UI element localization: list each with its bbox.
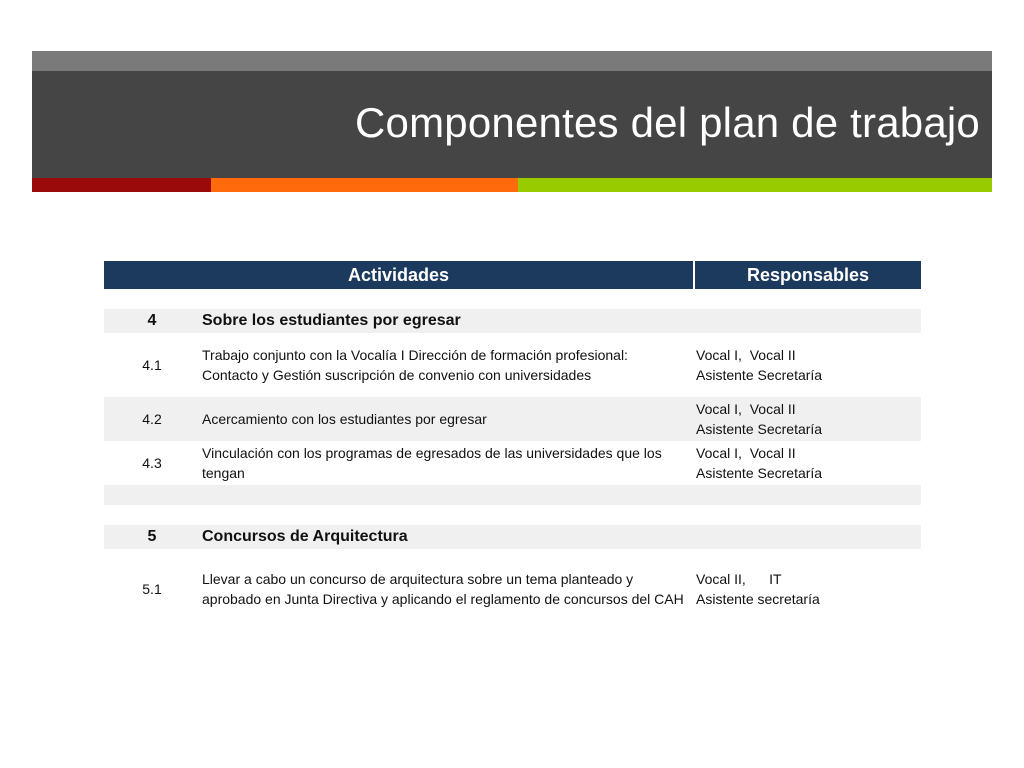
section-row-4 <box>104 309 921 333</box>
spacer-row <box>104 485 921 505</box>
item-activity: Trabajo conjunto con la Vocalía I Dirección de formación profesional: Contacto y Gestión suscripción de convenio con universidades <box>200 333 694 397</box>
responsible-line-2: Asistente Secretaría <box>696 465 823 481</box>
section-number: 4 <box>104 309 200 333</box>
item-activity: Vinculación con los programas de egresados de las universidades que los tengan <box>200 441 694 485</box>
title-bar-top-stripe <box>32 51 992 71</box>
spacer-row <box>104 289 921 309</box>
item-responsible <box>694 549 921 629</box>
table-row <box>104 397 921 441</box>
item-activity: Acercamiento con los estudiantes por egresar <box>200 397 694 441</box>
slide-title: Componentes del plan de trabajo <box>355 99 980 146</box>
responsible-line-2: Asistente secretaría <box>696 591 820 607</box>
responsible-line-1: Vocal II, IT <box>696 571 782 587</box>
header-activities: Actividades <box>104 261 694 289</box>
item-responsible <box>694 333 921 397</box>
responsible-line-1: Vocal I, Vocal II <box>696 401 796 417</box>
work-plan-table <box>104 261 921 629</box>
responsible-line-1: Vocal I, Vocal II <box>696 445 796 461</box>
item-number: 5.1 <box>104 549 200 629</box>
table-row <box>104 549 921 629</box>
responsible-line-2: Asistente Secretaría <box>696 367 823 383</box>
responsible-line-1: Vocal I, Vocal II <box>696 347 796 363</box>
item-number: 4.1 <box>104 333 200 397</box>
spacer-row <box>104 505 921 525</box>
section-row-5 <box>104 525 921 549</box>
table-header-row <box>104 261 921 289</box>
accent-strip <box>32 178 992 192</box>
header-responsible: Responsables <box>694 261 921 289</box>
accent-strip-red <box>32 178 211 192</box>
section-title: Concursos de Arquitectura <box>200 525 694 549</box>
table-row <box>104 333 921 397</box>
title-bar <box>32 71 992 178</box>
item-responsible <box>694 397 921 441</box>
table-row <box>104 441 921 485</box>
responsible-line-2: Asistente Secretaría <box>696 421 823 437</box>
item-responsible <box>694 441 921 485</box>
accent-strip-green <box>518 178 992 192</box>
item-number: 4.2 <box>104 397 200 441</box>
accent-strip-orange <box>211 178 518 192</box>
item-activity: Llevar a cabo un concurso de arquitectura sobre un tema planteado y aprobado en Junta Directiva y aplicando el reglamento de concursos del CAH <box>200 549 694 629</box>
item-number: 4.3 <box>104 441 200 485</box>
section-title: Sobre los estudiantes por egresar <box>200 309 694 333</box>
section-number: 5 <box>104 525 200 549</box>
